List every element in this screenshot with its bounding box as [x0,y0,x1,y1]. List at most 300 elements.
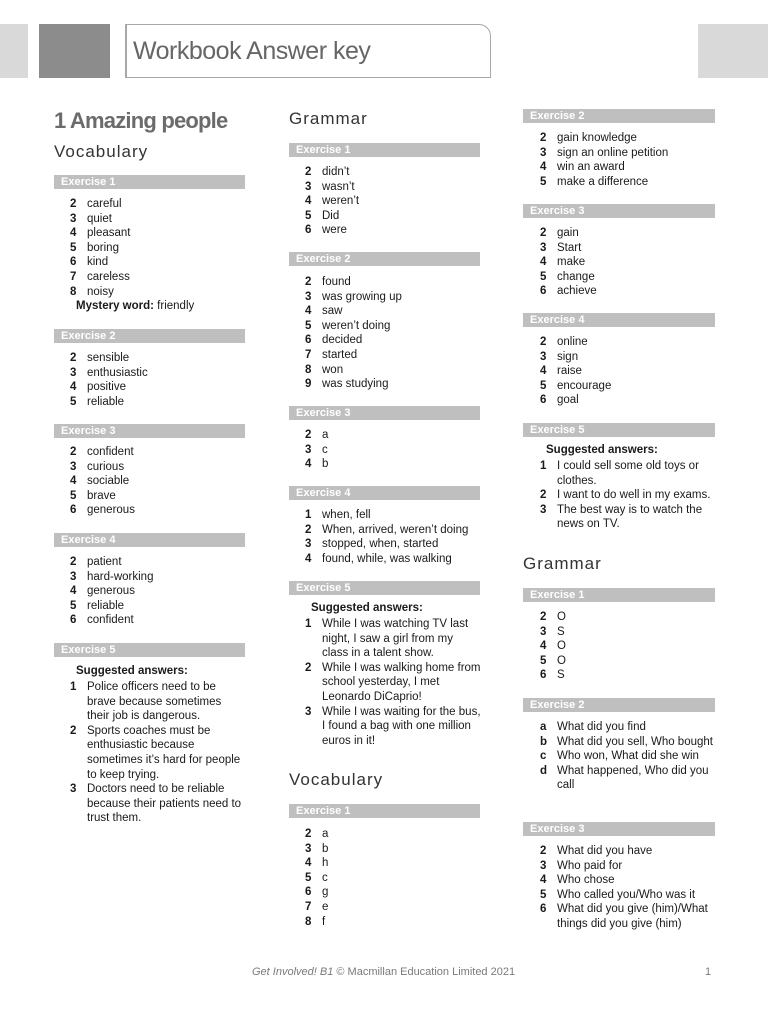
answer-text: Sports coaches must be enthusiastic because sometimes it’s hard for people to keep trying. [87,724,241,781]
answer-item [540,764,716,793]
answer-text: S [557,669,565,682]
answer-item [540,131,715,146]
c3-ex3-list [540,226,715,299]
answer-text: won [322,363,344,376]
answer-text: positive [87,381,126,394]
answer-number: b [540,735,548,748]
answer-item [540,364,715,379]
answer-item [70,270,245,285]
answer-text: f [322,915,326,928]
answer-text: e [322,900,329,913]
answer-text: were [322,224,347,237]
c1-ex5-sub: Suggested answers: [76,665,188,677]
answer-text: careless [87,270,130,283]
answer-number: 3 [305,443,312,456]
answer-number: 3 [305,705,312,718]
answer-item [70,680,246,724]
answer-number: 4 [70,475,77,488]
answer-number: 3 [70,366,77,379]
answer-number: 4 [540,640,547,653]
c3-gex2-list [540,720,716,793]
answer-number: 4 [70,585,77,598]
answer-item [540,226,715,241]
answer-item [540,335,715,350]
answer-number: 6 [70,504,77,517]
answer-item [305,523,480,538]
answer-number: 5 [540,270,547,283]
answer-text: curious [87,460,125,473]
answer-item [305,180,480,195]
c3-ex5-list [540,459,716,532]
answer-item [70,724,246,782]
answer-number: 9 [305,378,312,391]
answer-text: sign [557,350,579,363]
c2-ex4-bar: Exercise 4 [289,486,480,500]
answer-text: was studying [322,378,389,391]
answer-text: O [557,654,566,667]
answer-text: raise [557,365,582,378]
answer-item [540,350,715,365]
page-number: 1 [705,966,712,978]
answer-number: 3 [305,290,312,303]
answer-item [540,488,716,503]
answer-text: reliable [87,599,125,612]
c3-ex5-sub: Suggested answers: [546,444,658,456]
c2-ex2-list [305,275,480,392]
section-vocabulary: Vocabulary [54,142,149,161]
answer-number: 2 [540,336,547,348]
answer-number: 6 [540,903,547,916]
answer-text: While I was watching TV last night, I saw a girl from my class in a talent show. [322,618,469,660]
answer-item [540,749,716,764]
answer-item [305,617,481,661]
unit-title: 1 Amazing people [54,108,228,133]
answer-number: 2 [70,556,77,568]
section-vocabulary-2: Vocabulary [289,770,384,789]
c1-ex5-list [70,680,246,826]
answer-text: brave [87,489,116,502]
answer-number: 4 [540,365,547,378]
answer-text: didn’t [322,166,350,178]
answer-item [540,270,715,285]
answer-number: 6 [305,334,312,347]
answer-text: boring [87,241,119,254]
c2-ex4-list [305,508,480,566]
answer-item [305,827,480,842]
answer-item [305,428,480,443]
c1-ex4-list [70,555,245,628]
answer-item [305,363,480,378]
c3-gex2-bar: Exercise 2 [523,698,715,712]
answer-number: 2 [540,132,547,144]
answer-number: 2 [70,724,77,737]
answer-text: found [322,276,351,288]
answer-number: 4 [540,874,547,887]
answer-item [305,377,480,392]
answer-text: saw [322,305,343,318]
answer-text: O [557,640,566,653]
answer-item [70,570,245,585]
answer-text: weren’t doing [322,319,391,332]
answer-number: 2 [70,446,77,458]
answer-text: achieve [557,285,597,298]
answer-text: make a difference [557,175,649,188]
answer-item [540,844,716,859]
answer-item [305,537,480,552]
answer-text: kind [87,256,109,269]
answer-item [305,705,481,749]
c2-ex5-sub: Suggested answers: [311,602,423,614]
answer-number: 4 [305,195,312,208]
answer-item [540,393,715,408]
answer-text: wasn’t [322,180,355,193]
answer-number: 3 [540,503,547,516]
answer-number: 4 [305,857,312,870]
answer-item [70,285,245,300]
header-decor-right [698,24,768,78]
answer-number: 5 [70,599,77,612]
answer-number: 4 [305,552,312,565]
answer-number: 3 [540,241,547,254]
c3-ex5-bar: Exercise 5 [523,423,715,437]
answer-item [540,639,715,654]
answer-text: encourage [557,379,612,392]
answer-item [540,610,715,625]
answer-item [70,380,245,395]
answer-number: 3 [540,859,547,872]
answer-text: I could sell some old toys or clothes. [557,460,699,487]
answer-text: quiet [87,212,112,225]
answer-text: O [557,611,566,623]
answer-item [540,873,716,888]
answer-item [305,443,480,458]
answer-item [70,212,245,227]
answer-number: 2 [70,198,77,210]
c2-ex3-list [305,428,480,472]
answer-item [305,915,480,930]
answer-item [540,625,715,640]
answer-item [305,552,480,567]
answer-text: generous [87,504,135,517]
c3-ex2-list [540,131,715,189]
c2-ex3-bar: Exercise 3 [289,406,480,420]
header-decor-left [0,24,28,78]
c2-ex2-bar: Exercise 2 [289,252,480,266]
answer-number: 8 [305,363,312,376]
answer-number: 4 [305,458,312,471]
answer-text: What did you have [557,845,653,857]
answer-number: 6 [540,394,547,407]
header-title-box [125,24,491,78]
answer-number: d [540,764,548,777]
answer-number: c [540,750,547,763]
answer-number: 2 [305,661,312,674]
c1-ex1-mystery [70,300,194,312]
answer-text: win an award [557,161,625,174]
answer-number: 5 [540,379,547,392]
answer-item [70,489,245,504]
c1-ex3-list [70,445,245,518]
answer-number: 3 [70,460,77,473]
answer-item [70,255,245,270]
answer-item [70,445,245,460]
answer-text: enthusiastic [87,366,148,379]
header-decor-dark [39,24,110,78]
answer-text: when, fell [322,509,371,521]
answer-text: decided [322,334,363,347]
answer-item [540,888,716,903]
answer-item [70,226,245,241]
answer-text: Police officers need to be brave because sometimes their job is dangerous. [87,681,222,723]
answer-item [70,460,245,475]
answer-number: 2 [305,523,312,536]
answer-text: make [557,256,586,269]
c3-ex2-bar: Exercise 2 [523,109,715,123]
answer-item [305,165,480,180]
answer-number: 5 [70,395,77,408]
answer-item [305,223,480,238]
answer-number: 2 [70,352,77,364]
mystery-label: Mystery word: [76,300,154,312]
answer-item [305,194,480,209]
answer-text: gain knowledge [557,132,637,144]
answer-text: sign an online petition [557,146,669,159]
answer-text: I want to do well in my exams. [557,489,711,502]
answer-item [70,555,245,570]
answer-number: 2 [305,429,312,441]
mystery-value: friendly [157,300,195,312]
answer-item [305,661,481,705]
answer-text: b [322,458,329,471]
answer-item [305,871,480,886]
answer-text: Who paid for [557,859,623,872]
answer-text: Who chose [557,874,615,887]
answer-text: S [557,625,565,638]
answer-item [540,255,715,270]
answer-number: 5 [70,241,77,254]
answer-text: g [322,886,329,899]
answer-number: 3 [540,146,547,159]
answer-number: 7 [305,900,312,913]
answer-number: 6 [70,256,77,269]
c2-ex5-bar: Exercise 5 [289,581,480,595]
answer-text: What did you sell, Who bought [557,735,713,748]
answer-text: pleasant [87,227,131,240]
answer-item [305,304,480,319]
answer-number: 1 [70,681,77,693]
c1-ex2-list [70,351,245,409]
answer-number: 1 [540,460,547,472]
answer-text: was growing up [322,290,402,303]
answer-text: While I was walking home from school yesterday, I met Leonardo DiCaprio! [322,661,481,703]
section-grammar-2: Grammar [523,554,602,573]
section-grammar: Grammar [289,109,368,128]
answer-item [540,175,715,190]
answer-number: 2 [305,276,312,288]
answer-number: 4 [70,227,77,240]
answer-item [70,395,245,410]
answer-item [540,284,715,299]
answer-item [540,503,716,532]
answer-item [305,885,480,900]
answer-number: 6 [305,886,312,899]
answer-text: confident [87,446,134,458]
answer-number: 2 [540,227,547,239]
answer-item [305,508,480,523]
answer-text: a [322,828,329,840]
answer-number: 5 [305,871,312,884]
c2-ex1-bar: Exercise 1 [289,143,480,157]
answer-text: goal [557,394,579,407]
answer-text: c [322,443,328,456]
footer-copyright: Get Involved! B1 © Macmillan Education Limited 2021 [252,966,516,978]
answer-text: What happened, Who did you call [557,764,709,792]
answer-number: 4 [540,161,547,174]
answer-text: careful [87,198,122,210]
answer-text: generous [87,585,135,598]
answer-number: 5 [70,489,77,502]
answer-text: Who called you/Who was it [557,888,696,901]
answer-item [70,782,246,826]
answer-number: 3 [305,180,312,193]
answer-item [540,459,716,488]
answer-number: 3 [70,783,77,796]
answer-item [70,474,245,489]
answer-text: noisy [87,285,114,298]
answer-text: online [557,336,588,348]
answer-number: 1 [305,618,312,630]
answer-number: 8 [305,915,312,928]
c3-gex1-list [540,610,715,683]
c1-ex5-bar: Exercise 5 [54,643,245,657]
c3-gex3-list [540,844,716,932]
answer-number: 3 [540,350,547,363]
c1-ex4-bar: Exercise 4 [54,533,245,547]
c2-vex1-list [305,827,480,929]
answer-item [540,902,716,931]
answer-item [70,351,245,366]
answer-number: 1 [305,509,312,521]
answer-text: What did you find [557,721,646,733]
answer-item [305,856,480,871]
c1-ex2-bar: Exercise 2 [54,329,245,343]
answer-text: When, arrived, weren’t doing [322,523,469,536]
answer-text: Start [557,241,582,254]
answer-item [305,209,480,224]
answer-text: The best way is to watch the news on TV. [557,503,703,531]
answer-text: Doctors need to be reliable because their patients need to trust them. [87,783,242,825]
answer-text: gain [557,227,579,239]
answer-item [540,720,716,735]
answer-item [540,735,716,750]
answer-number: 3 [70,570,77,583]
answer-item [305,842,480,857]
answer-item [70,366,245,381]
answer-item [540,654,715,669]
answer-number: 3 [70,212,77,225]
answer-item [540,668,715,683]
answer-text: reliable [87,395,125,408]
answer-text: What did you give (him)/What things did you give (him) [557,903,708,930]
answer-number: 6 [305,224,312,237]
answer-text: b [322,842,329,855]
answer-number: 5 [540,654,547,667]
answer-item [540,379,715,394]
answer-number: 5 [305,209,312,222]
answer-text: weren’t [322,195,360,208]
answer-text: stopped, when, started [322,538,439,551]
answer-text: hard-working [87,570,154,583]
answer-number: 4 [540,256,547,269]
c3-ex3-bar: Exercise 3 [523,204,715,218]
answer-number: 3 [305,538,312,551]
c3-gex1-bar: Exercise 1 [523,588,715,602]
c3-ex4-list [540,335,715,408]
answer-item [70,241,245,256]
answer-text: confident [87,614,134,627]
answer-number: 8 [70,285,77,298]
answer-item [540,241,715,256]
c1-ex3-bar: Exercise 3 [54,424,245,438]
answer-item [70,584,245,599]
answer-text: Did [322,209,340,222]
c3-gex3-bar: Exercise 3 [523,822,715,836]
answer-number: 7 [70,270,77,283]
answer-number: 3 [305,842,312,855]
answer-text: a [322,429,329,441]
answer-item [305,900,480,915]
answer-number: 6 [70,614,77,627]
answer-number: 2 [305,166,312,178]
answer-text: found, while, was walking [322,552,452,565]
answer-item [540,146,715,161]
answer-number: a [540,721,547,733]
page-title: Workbook Answer key [133,37,371,65]
answer-text: sensible [87,352,130,364]
answer-item [70,599,245,614]
answer-item [305,275,480,290]
answer-item [70,503,245,518]
answer-item [70,613,245,628]
answer-text: c [322,871,328,884]
answer-number: 4 [305,305,312,318]
answer-item [305,290,480,305]
c1-ex1-list [70,197,245,299]
answer-item [540,859,716,874]
answer-number: 7 [305,348,312,361]
c2-ex1-list [305,165,480,238]
answer-number: 2 [305,828,312,840]
answer-text: While I was waiting for the bus, I found a bag with one million euros in it! [322,705,481,747]
answer-text: h [322,857,329,870]
answer-item [540,160,715,175]
answer-number: 2 [540,611,547,623]
answer-text: patient [87,556,122,568]
answer-number: 2 [540,489,547,502]
answer-number: 5 [305,319,312,332]
answer-number: 5 [540,175,547,188]
answer-text: started [322,348,358,361]
answer-text: sociable [87,475,130,488]
answer-text: Who won, What did she win [557,750,699,763]
answer-item [305,333,480,348]
answer-item [305,457,480,472]
c2-ex5-list [305,617,481,748]
answer-text: change [557,270,595,283]
answer-number: 3 [540,625,547,638]
answer-number: 4 [70,381,77,394]
c2-vex1-bar: Exercise 1 [289,804,480,818]
